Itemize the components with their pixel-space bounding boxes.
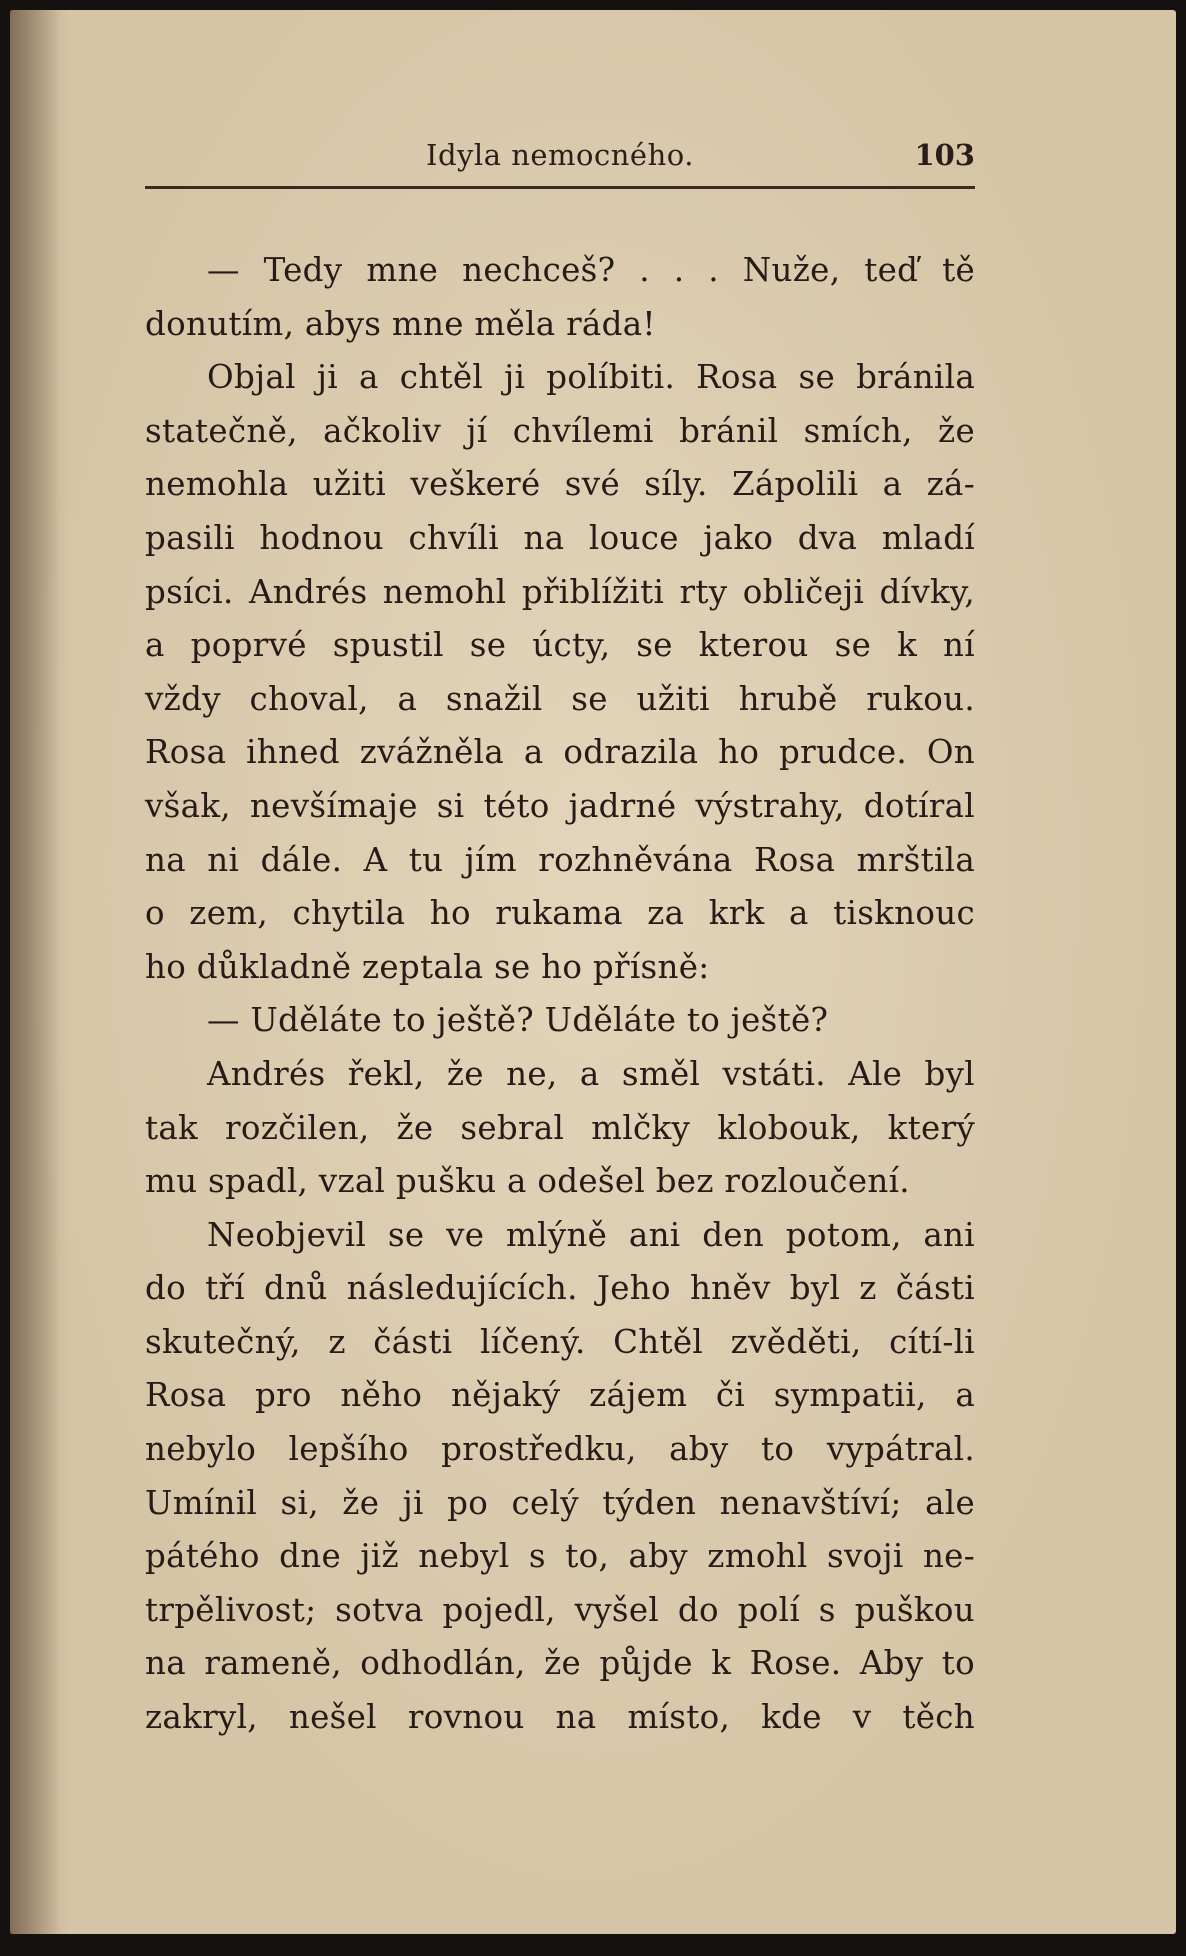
text-line: o zem, chytila ho rukama za krk a tisknouc xyxy=(145,894,975,933)
text-line: vždy choval, a snažil se užiti hrubě rukou. xyxy=(145,679,975,718)
text-line: pasili hodnou chvíli na louce jako dva mladí xyxy=(145,518,975,557)
text-line: ho důkladně zeptala se ho přísně: xyxy=(145,947,710,986)
page-spine-shadow xyxy=(10,10,60,1934)
text-line: skutečný, z části líčený. Chtěl zvěděti, cítí-li xyxy=(145,1322,975,1361)
text-line: nebylo lepšího prostředku, aby to vypátral. xyxy=(145,1430,975,1469)
text-line: nemohla užiti veškeré své síly. Zápolili a zá- xyxy=(145,465,975,504)
running-header xyxy=(145,130,975,189)
text-line: — Uděláte to ještě? Uděláte to ještě? xyxy=(207,1001,829,1040)
text-line: Rosa ihned zvážněla a odrazila ho prudce. On xyxy=(145,733,975,772)
text-line: statečně, ačkoliv jí chvílemi bránil smích, že xyxy=(145,411,975,450)
text-line: však, nevšímaje si této jadrné výstrahy, dotíral xyxy=(145,786,975,825)
text-line: Umínil si, že ji po celý týden nenavštíví; ale xyxy=(145,1483,975,1522)
text-line: Objal ji a chtěl ji políbiti. Rosa se bránila xyxy=(207,358,975,397)
text-line: zakryl, nešel rovnou na místo, kde v těch xyxy=(145,1698,975,1737)
text-line: — Tedy mne nechceš? . . . Nuže, teď tě xyxy=(207,251,975,289)
running-title: Idyla nemocného. xyxy=(426,138,694,172)
text-line: pátého dne již nebyl s to, aby zmohl svoji ne- xyxy=(145,1537,975,1576)
page-number: 103 xyxy=(914,138,975,172)
text-line: Neobjevil se ve mlýně ani den potom, ani xyxy=(207,1215,975,1254)
page-body-text xyxy=(145,244,975,1745)
text-line: a poprvé spustil se úcty, se kterou se k ní xyxy=(145,626,975,665)
text-line: psíci. Andrés nemohl přiblížiti rty obličeji dívky, xyxy=(145,572,975,611)
text-line: tak rozčilen, že sebral mlčky klobouk, který xyxy=(145,1108,975,1147)
text-line: na rameně, odhodlán, že půjde k Rose. Aby to xyxy=(145,1644,975,1683)
text-line: mu spadl, vzal pušku a odešel bez rozloučení. xyxy=(145,1162,910,1201)
text-line: do tří dnů následujících. Jeho hněv byl z části xyxy=(145,1269,975,1308)
text-line: Rosa pro něho nějaký zájem či sympatii, a xyxy=(145,1376,975,1415)
text-line: donutím, abys mne měla ráda! xyxy=(145,304,656,343)
text-line: Andrés řekl, že ne, a směl vstáti. Ale byl xyxy=(207,1054,975,1093)
text-line: na ni dále. A tu jím rozhněvána Rosa mrštila xyxy=(145,840,975,879)
text-line: trpělivost; sotva pojedl, vyšel do polí s puškou xyxy=(145,1590,975,1629)
